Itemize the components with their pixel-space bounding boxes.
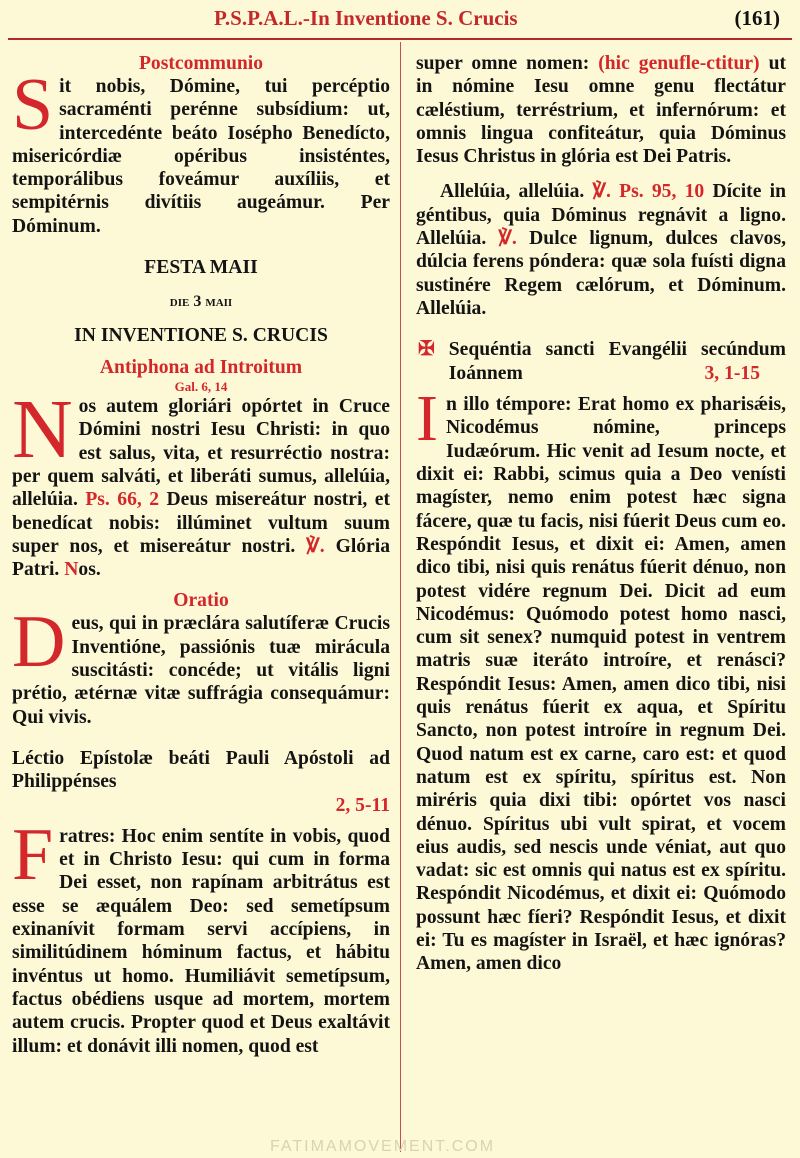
postcommunio-heading: Postcommunio: [138, 53, 264, 74]
page-number: (161): [734, 6, 780, 30]
watermark: FATIMAMOVEMENT.COM: [270, 1138, 496, 1155]
alleluia-verse-text: Dícite in géntibus, quia Dóminus regnávit a ligno. Allelúia.: [416, 181, 786, 250]
lectio-paragraph: [12, 813, 390, 1058]
festa-heading: FESTA MAII: [144, 257, 258, 279]
feast-title: IN INVENTIONE S. CRUCIS: [74, 325, 328, 347]
lectio-continuation: [416, 52, 786, 168]
versicle-symbol: ℣.: [498, 228, 517, 250]
lectio-title-text: Léctio Epístolæ beáti Pauli Apóstoli ad Philippénses: [12, 747, 390, 793]
gospel-text: n illo témpore: Erat homo ex pharisǽis, Nicodémus nómine, princeps Iudæórum. Hic venit ad Iesum nocte, et dixit ei: Rabbi, scimus quia a Deo venísti magíster, nemo enim potest hæc signa fácere, quæ tu facis, nisi fúerit Deus cum eo. Respóndit Iesus, et dixit ei: Amen, amen dico tibi, nisi quis renátus fúerit dénuo, non potest vidére regnum Dei. Dicit ad eum Nicodémus: Quómodo potest homo nasci, cum sit senex? numquid potest in ventrem matris suæ iteráto introíre, et renásci? Respóndit Iesus: Amen, amen dico tibi, nisi quis renátus fúerit ex aqua, et Spíritu Sancto, non potest introíre in regnum Dei. Quod natum est ex carne, caro est: et quod natum est ex spíritu, spíritus est. Non miréris quia dixi tibi: opórtet vos nasci dénuo. Spíritus ubi vult spirat, et vocem eius audis, sed nescis unde véniat, aut quo vadat: sic est omnis qui natus est ex spíritu. Respóndit Nicodémus, et dixit ei: Quómodo possunt hæc fíeri? Respóndit Iesus, et dixit ei: Tu es magíster in Israël, et hæc ignóras? Amen, amen dico: [416, 394, 786, 975]
drop-cap: N: [12, 383, 73, 477]
lectio-cont-text-2: ut in nómine Iesu omne genu flectátur cæléstium, terréstrium, et infernórum: et omnis lingua confiteátur, quia Dóminus Iesus Christus in glória est Dei Patris.: [416, 53, 786, 168]
repeat-rest: os.: [78, 559, 101, 581]
psalm-reference: Ps. 66, 2: [85, 489, 160, 511]
drop-cap: S: [12, 64, 54, 146]
lectio-reference: 2, 5-11: [335, 794, 390, 816]
page-header: [0, 0, 800, 38]
postcommunio-text: it nobis, Dómine, tui percéptio sacraménti perénne subsídium: ut, intercedénte beáto Iosépho Benedícto, misericórdiæ opéribus insisténtes, temporálibus foveámur auxíliis, et sempitérnis divítiis augeámur. Per Dóminum.: [12, 76, 390, 237]
introit-text: os autem gloriári opórtet in Cruce Dómini nostri Iesu Christi: in quo est salus, vita, et resurréctio nostra: per quem salváti, et liberáti sumus, allelúia, allelúia.: [12, 396, 390, 511]
lectio-title: [12, 747, 390, 794]
postcommunio-paragraph: [12, 64, 390, 238]
running-title: P.S.P.A.L.-In Inventione S. Crucis: [214, 6, 518, 30]
cross-icon: ✠: [418, 338, 435, 361]
gospel-reference: 3, 1-15: [704, 362, 760, 384]
lectio-ref-line: [12, 794, 390, 817]
drop-cap: D: [12, 601, 66, 684]
lectio-text: ratres: Hoc enim sentíte in vobis, quod et in Christo Iesu: qui cum in forma Dei esset, non rapínam arbitrátus est esse se æquálem Deo: sed semetípsum exinanívit formam servi accípiens, in similitúdinem hóminum factus, et hábitu invéntus ut homo. Humiliávit semetípsum, factus obédiens usque ad mortem, mortem autem crucis. Propter quod et Deus exaltávit illum: et donávit illi nomen, quod est: [12, 825, 390, 1057]
oratio-heading: Oratio: [173, 590, 229, 612]
alleluia-paragraph: [416, 180, 786, 320]
versicle-symbol: ℣.: [306, 535, 325, 557]
left-column: [12, 52, 390, 1058]
alleluia-verse2-text: Dulce lignum, dulces clavos, dúlcia ferens póndera: quæ sola fuísti digna sustinére Regem cælórum, et Dóminum. Allelúia.: [416, 228, 786, 319]
right-column: [416, 52, 786, 976]
oratio-text: eus, qui in præclára salutíferæ Crucis Inventióne, passiónis tuæ mirácula suscitásti: concéde; ut vitális ligni prétio, ætérnæ vitæ suffrágia consequámur: Qui vivis.: [12, 613, 390, 728]
introit-heading: Antiphona ad Introitum: [99, 357, 303, 379]
drop-cap: I: [416, 382, 438, 456]
versicle-symbol: ℣.: [592, 181, 611, 203]
header-rule: [8, 38, 792, 40]
gospel-title: Sequéntia sancti Evangélii secúndum Ioánnem: [448, 339, 786, 384]
drop-cap: F: [12, 813, 54, 896]
alleluia-reference: Ps. 95, 10: [619, 181, 705, 203]
column-divider: [400, 42, 401, 1152]
gospel-paragraph: [416, 382, 786, 975]
day-heading: die 3 maii: [169, 293, 233, 311]
gloria-text: Glória Patri.: [12, 535, 390, 581]
lectio-cont-text-1: super omne nomen:: [416, 53, 590, 74]
introit-reference: Gal. 6, 14: [174, 379, 228, 395]
alleluia-text: Allelúia, allelúia.: [440, 181, 585, 203]
repeat-initial: N: [64, 559, 79, 581]
introit-psalm-text: Deus misereátur nostri, et benedícat nobis: illúminet vultum suum super nos, et misereátur nostri.: [12, 489, 390, 557]
genuflect-rubric: (hic genufle-ctitur): [598, 53, 760, 74]
